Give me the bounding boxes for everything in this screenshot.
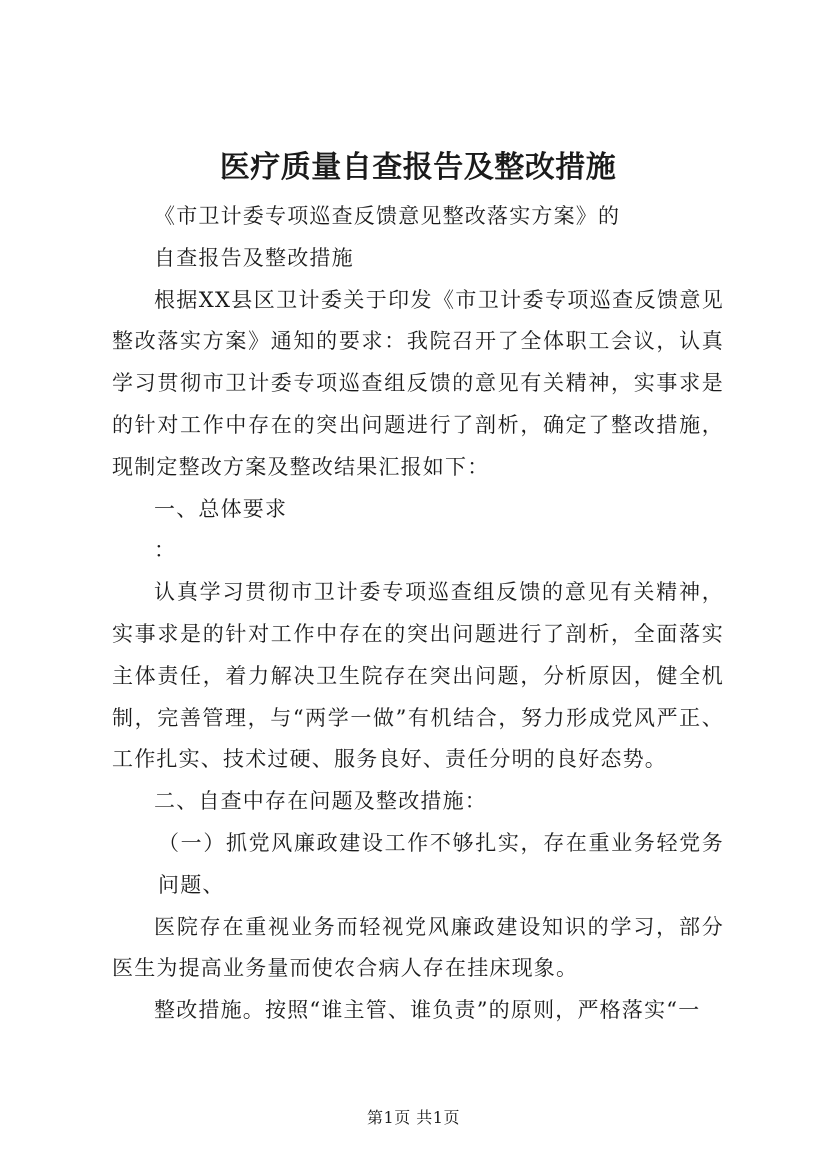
document-title: 医疗质量自查报告及整改措施: [219, 150, 617, 185]
paragraph-subtitle-line-1: 《市卫计委专项巡查反馈意见整改落实方案》的: [154, 204, 621, 228]
heading-section-1: 一、总体要求: [154, 496, 288, 521]
page-footer: 第1页 共1页: [367, 1108, 460, 1127]
paragraph-requirements: 认真学习贯彻市卫计委专项巡查组反馈的意见有关精神，实事求是的针对工作中存在的突出问题进行了剖析，全面落实主体责任，着力解决卫生院存在突出问题，分析原因，健全机制，完善管理，与“两学一做”有机结合，努力形成党风严正、工作扎实、技术过硬、服务良好、责任分明的良好态势。: [112, 580, 724, 772]
paragraph-subtitle-line-2: 自查报告及整改措施: [154, 245, 354, 270]
heading-section-2: 二、自查中存在问题及整改措施：: [154, 789, 487, 814]
heading-subsection-1: （一）抓党风廉政建设工作不够扎实，存在重业务轻党务问题、: [158, 830, 724, 897]
paragraph-measures: 整改措施。按照“谁主管、谁负责”的原则，严格落实“一: [154, 998, 701, 1023]
document-page: [112, 0, 724, 1170]
paragraph-colon: ：: [154, 538, 177, 563]
paragraph-intro: 根据XX县区卫计委关于印发《市卫计委专项巡查反馈意见整改落实方案》通知的要求：我院召开了全体职工会议，认真学习贯彻市卫计委专项巡查组反馈的意见有关精神，实事求是的针对工作中存在的突出问题进行了剖析，确定了整改措施，现制定整改方案及整改结果汇报如下：: [112, 287, 724, 479]
paragraph-problem: 医院存在重视业务而轻视党风廉政建设知识的学习，部分医生为提高业务量而使农合病人存在挂床现象。: [112, 914, 724, 981]
document-body: [112, 196, 724, 1032]
